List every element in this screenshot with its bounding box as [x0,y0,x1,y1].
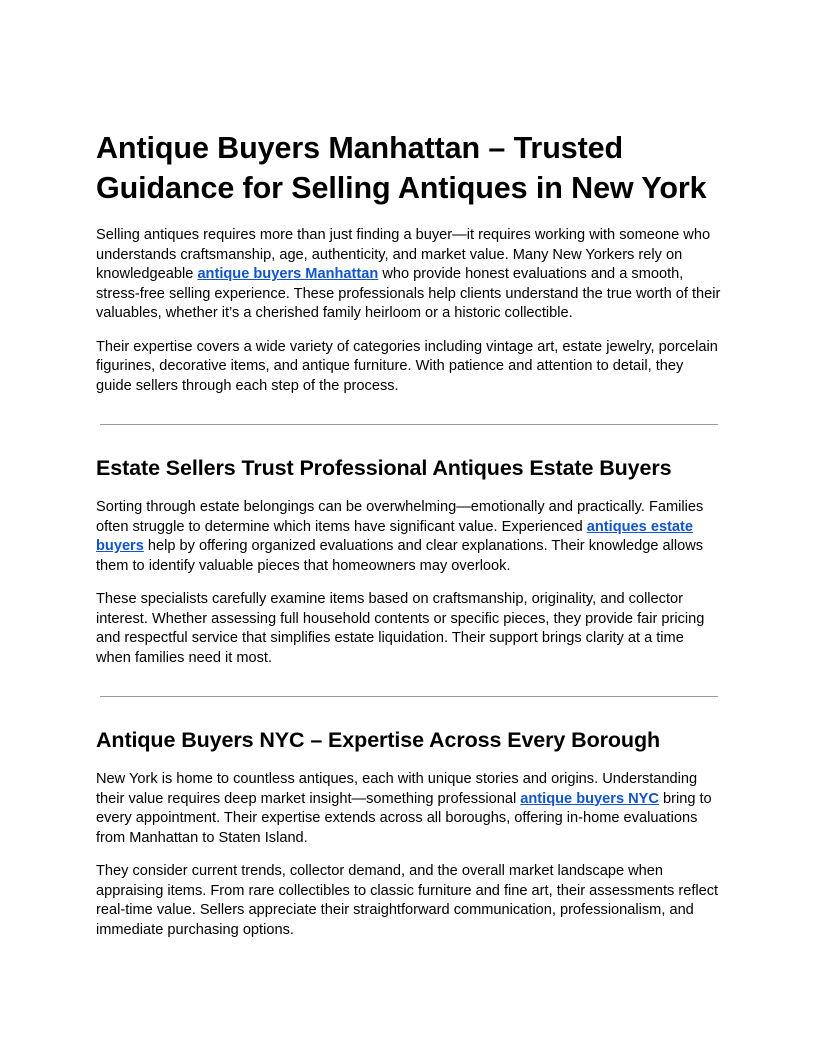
document-page [96,128,722,954]
antiques-estate-buyers-link[interactable]: antiques estate buyers [96,518,694,554]
antique-buyers-nyc-link[interactable]: antique buyers NYC [520,790,659,807]
intro-paragraph-2: Their expertise covers a wide variety of categories including vintage art, estate jewelry, porcelain figurines, decorative items, and antique furniture. With patience and attention to detail, they guide sellers through each step of the process. [96,338,718,394]
section-divider-1 [100,424,718,425]
nyc-p1-text-before: New York is home to countless antiques, each with unique stories and origins. Understanding their value requires deep market insight—something professional [96,771,698,807]
nyc-p1-text-after: bring to every appointment. Their expertise extends across all boroughs, offering in-home evaluations from Manhattan to Staten Island. [96,790,712,846]
page-title: Antique Buyers Manhattan – Trusted Guidance for Selling Antiques in New York [96,131,707,205]
section-divider-2 [100,696,718,697]
antique-buyers-manhattan-link[interactable]: antique buyers Manhattan [197,266,379,282]
estate-p1-text-before: Sorting through estate belongings can be overwhelming—emotionally and practically. Families often struggle to determine which items have significant value. Experienced [96,499,704,535]
section-heading-estate: Estate Sellers Trust Professional Antiques Estate Buyers [96,456,672,480]
spacer [96,410,722,424]
estate-paragraph-2: These specialists carefully examine items based on craftsmanship, originality, and collector interest. Whether assessing full household contents or specific pieces, they provide fair pricing and respectful service that simplifies estate liquidation. Their support brings clarity at a time when families need it most. [96,591,705,666]
spacer [96,682,722,696]
estate-p1-text-after: help by offering organized evaluations and clear explanations. Their knowledge allows them to identify valuable pieces that homeowners may overlook. [96,538,704,574]
nyc-paragraph-2: They consider current trends, collector demand, and the overall market landscape when appraising items. From rare collectibles to classic furniture and fine art, their assessments reflect real-time value. Sellers appreciate their straightforward communication, professionalism, and immediate purchasing options. [96,863,719,938]
estate-paragraph-1 [96,498,722,576]
intro-p1-text-before: Selling antiques requires more than just finding a buyer—it requires working with someone who understands craftsmanship, age, authenticity, and market value. Many New Yorkers rely on knowledgeable [96,227,711,282]
section-heading-nyc: Antique Buyers NYC – Expertise Across Every Borough [96,728,661,752]
intro-p1-text-after: who provide honest evaluations and a smooth, stress-free selling experience. These professionals help clients understand the true worth of their valuables, whether it’s a cherished family heirloom or a historic collectible. [96,266,721,321]
nyc-paragraph-1 [96,770,722,848]
intro-paragraph-1 [96,226,722,324]
